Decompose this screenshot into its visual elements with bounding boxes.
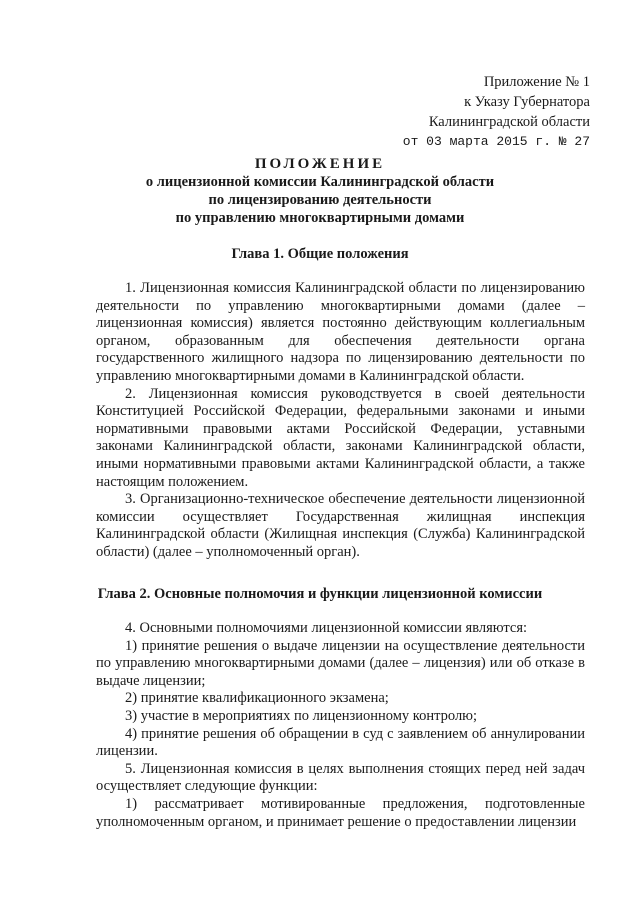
document-subtitle-line-1: о лицензионной комиссии Калининградской области — [145, 174, 495, 190]
appendix-block — [330, 72, 590, 152]
list-item-5-1: 1) рассматривает мотивированные предложения, подготовленные уполномоченным органом, и принимает решение о предоставлении лицензии — [96, 795, 585, 830]
document-subtitle-line-2: по лицензированию деятельности — [208, 192, 432, 208]
list-item-4-2: 2) принятие квалификационного экзамена; — [125, 690, 389, 707]
appendix-decree-ref: к Указу Губернатора — [464, 94, 590, 110]
appendix-date: от 03 марта 2015 г. № 27 — [402, 134, 590, 149]
document-title-block — [60, 155, 580, 227]
list-item-4-4: 4) принятие решения об обращении в суд с заявлением об аннулировании лицензии. — [96, 725, 585, 760]
chapter-2-heading: Глава 2. Основные полномочия и функции лицензионной комиссии — [97, 586, 543, 602]
paragraph-1: 1. Лицензионная комиссия Калининградской области по лицензированию деятельности по управлению многоквартирными домами (далее – лицензионная комиссия) является постоянно действующим коллегиальным органом, образованным для обеспечения деятельности органа государственного жилищного надзора по лицензированию деятельности по управлению многоквартирными домами в Калининградской области. — [96, 280, 585, 384]
paragraph-4: 4. Основными полномочиями лицензионной комиссии являются: — [125, 620, 528, 636]
paragraph-2: 2. Лицензионная комиссия руководствуется в своей деятельности Конституцией Российской Федерации, федеральными законами и иными нормативными правовыми актами Российской Федерации, уставными законами Калининградской области, законами Калининградской области, иными нормативными правовыми актами Калининградской области, а также настоящим положением. — [96, 385, 585, 490]
appendix-number: Приложение № 1 — [483, 74, 590, 90]
document-subtitle-line-3: по управлению многоквартирными домами — [175, 210, 465, 226]
paragraph-5: 5. Лицензионная комиссия в целях выполнения стоящих перед ней задач осуществляет следующие функции: — [96, 760, 585, 795]
paragraph-3: 3. Организационно-техническое обеспечение деятельности лицензионной комиссии осуществляет Государственная жилищная инспекция Калининградской области (Жилищная инспекция (Служба) Калининградской области) (далее – уполномоченный орган). — [96, 491, 585, 560]
chapter-1-body — [96, 280, 585, 562]
chapter-1-heading: Глава 1. Общие положения — [231, 246, 409, 262]
document-title: ПОЛОЖЕНИЕ — [254, 156, 386, 172]
chapter-2-body — [96, 620, 585, 831]
list-item-4-3: 3) участие в мероприятиях по лицензионному контролю; — [125, 707, 478, 724]
list-item-4-1: 1) принятие решения о выдаче лицензии на осуществление деятельности по управлению многоквартирными домами (далее – лицензия) или об отказе в выдаче лицензии; — [96, 637, 585, 689]
appendix-region: Калининградской области — [428, 114, 590, 130]
